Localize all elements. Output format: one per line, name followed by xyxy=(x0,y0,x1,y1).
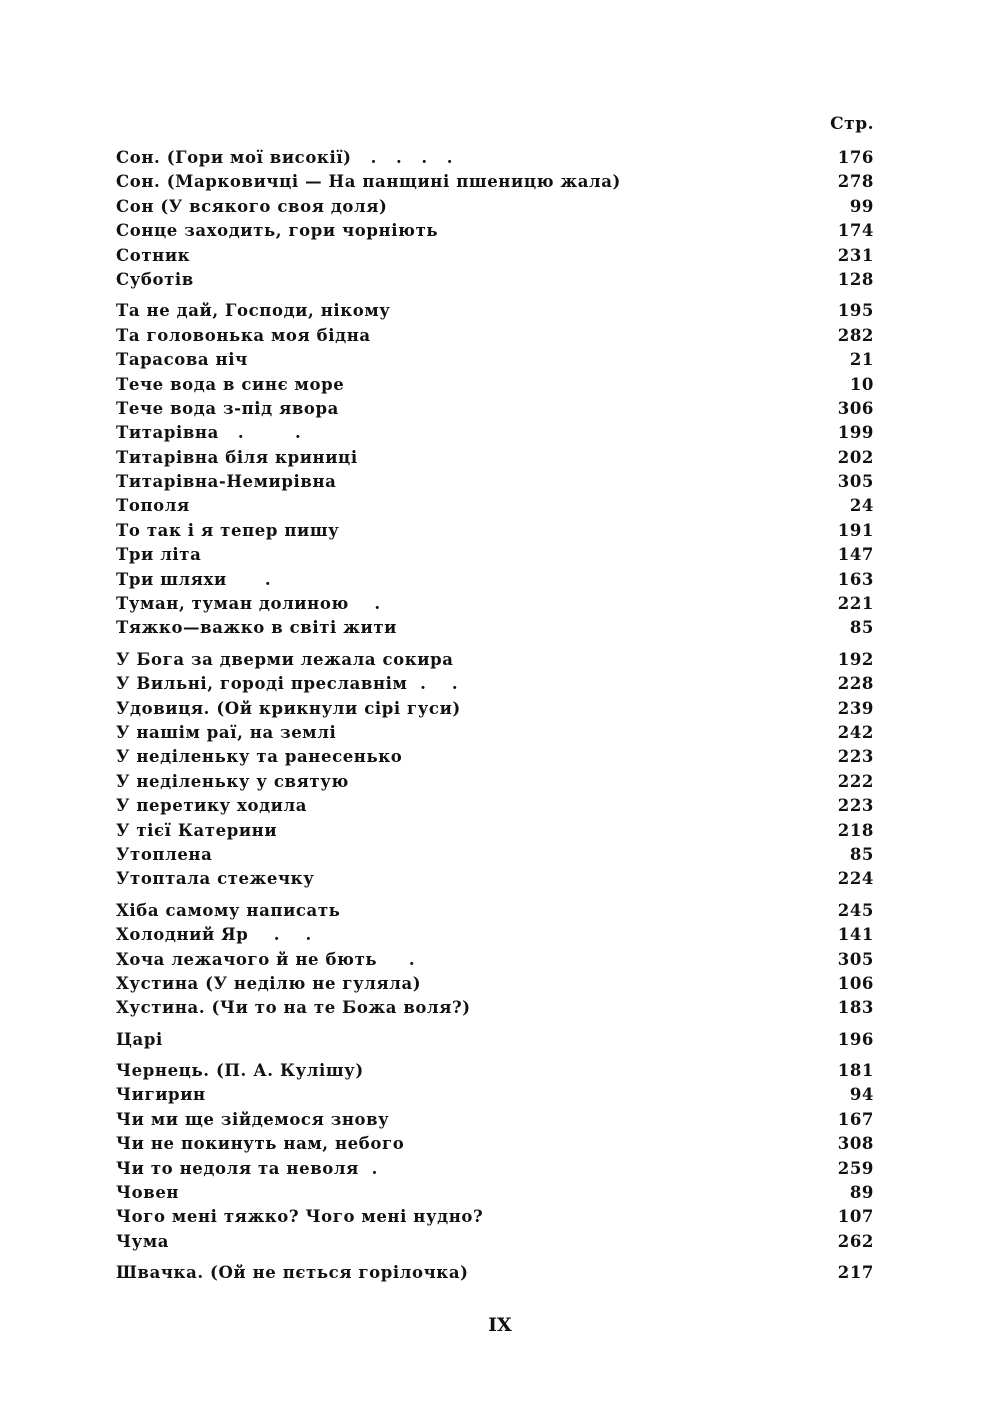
toc-entry-title: Тяжко—важко в світі жити xyxy=(116,618,398,638)
page-number: IX xyxy=(488,1314,512,1336)
toc-entry xyxy=(116,972,874,996)
toc-entry-page: 223 xyxy=(837,747,874,767)
toc-entry xyxy=(116,219,874,243)
toc-entry-title: Чума xyxy=(116,1231,170,1251)
toc-entry xyxy=(116,519,874,543)
toc-entry-page: 259 xyxy=(837,1158,874,1178)
toc-entry xyxy=(116,299,874,323)
toc-entry xyxy=(116,648,874,672)
toc-entry-title: То так і я тепер пишу xyxy=(116,520,340,540)
toc-entry xyxy=(116,1083,874,1107)
toc-entry-title: Чигирин xyxy=(116,1085,206,1105)
toc-entry xyxy=(116,721,874,745)
toc-entry-page: 163 xyxy=(837,569,874,589)
toc-entry-page: 191 xyxy=(837,520,874,540)
toc-entry-title: Три літа xyxy=(116,545,202,565)
toc-entry xyxy=(116,867,874,891)
toc-entry xyxy=(116,1028,874,1052)
toc-entry xyxy=(116,470,874,494)
toc-entry-title: Хустина. (Чи то на те Божа воля?) xyxy=(116,998,471,1018)
toc-entry-page: 85 xyxy=(849,618,874,638)
toc-entry-page: 242 xyxy=(837,722,874,742)
toc-entry-title: Утоптала стежечку xyxy=(116,869,315,889)
toc-entry xyxy=(116,1205,874,1229)
toc-entry-title: Швачка. (Ой не пється горілочка) xyxy=(116,1263,469,1283)
toc-entry-title: Холодний Яр . . xyxy=(116,925,312,945)
toc-entry xyxy=(116,170,874,194)
toc-entry xyxy=(116,1059,874,1083)
toc-entry xyxy=(116,568,874,592)
toc-entry-title: У тієї Катерини xyxy=(116,820,278,840)
toc-group xyxy=(116,1261,874,1285)
toc-entry-page: 202 xyxy=(837,447,874,467)
toc-group xyxy=(116,1028,874,1052)
toc-entry-page: 306 xyxy=(837,398,874,418)
toc-entry-page: 89 xyxy=(849,1183,874,1203)
toc-entry-title: Титарівна . . xyxy=(116,423,302,443)
toc-entry xyxy=(116,770,874,794)
toc-entry-title: Сон (У всякого своя доля) xyxy=(116,196,388,216)
toc-entry-page: 245 xyxy=(837,900,874,920)
toc-entry xyxy=(116,1108,874,1132)
toc-entry-page: 218 xyxy=(837,820,874,840)
toc-entry-title: Чи не покинуть нам, небого xyxy=(116,1134,405,1154)
toc-entry-page: 192 xyxy=(837,649,874,669)
toc-entry-title: Титарівна-Немирівна xyxy=(116,472,337,492)
toc-entry-page: 181 xyxy=(837,1061,874,1081)
toc-entry-page: 10 xyxy=(849,374,874,394)
toc-entry-title: У Вильні, городі преславнім . . xyxy=(116,674,459,694)
toc-entry-title: Хіба самому написать xyxy=(116,900,341,920)
toc-entry xyxy=(116,843,874,867)
toc-entry-page: 262 xyxy=(837,1231,874,1251)
toc-entry xyxy=(116,996,874,1020)
toc-entry-page: 223 xyxy=(837,796,874,816)
toc-entry xyxy=(116,348,874,372)
toc-entry xyxy=(116,397,874,421)
toc-entry-page: 239 xyxy=(837,698,874,718)
table-of-contents xyxy=(116,146,874,1293)
toc-entry xyxy=(116,794,874,818)
toc-entry-title: Сотник xyxy=(116,245,191,265)
toc-entry-page: 107 xyxy=(837,1207,874,1227)
toc-entry xyxy=(116,923,874,947)
toc-entry xyxy=(116,616,874,640)
toc-entry-title: У перетику ходила xyxy=(116,796,308,816)
toc-entry-page: 195 xyxy=(837,301,874,321)
toc-entry-page: 282 xyxy=(837,325,874,345)
toc-entry-page: 217 xyxy=(837,1263,874,1283)
toc-entry xyxy=(116,1157,874,1181)
toc-entry xyxy=(116,446,874,470)
toc-entry xyxy=(116,543,874,567)
toc-entry-page: 141 xyxy=(837,925,874,945)
toc-entry-page: 167 xyxy=(837,1109,874,1129)
toc-entry xyxy=(116,244,874,268)
toc-entry-title: У неділеньку у святую xyxy=(116,771,349,791)
toc-entry xyxy=(116,1181,874,1205)
toc-entry-title: Та не дай, Господи, нікому xyxy=(116,301,391,321)
toc-entry-title: Чернець. (П. А. Кулішу) xyxy=(116,1061,364,1081)
toc-group xyxy=(116,1059,874,1254)
toc-entry-page: 278 xyxy=(837,172,874,192)
toc-entry-title: Човен xyxy=(116,1183,180,1203)
toc-entry-page: 99 xyxy=(849,196,874,216)
page-column-header: Стр. xyxy=(830,114,874,134)
toc-entry-title: Тече вода з-під явора xyxy=(116,398,339,418)
toc-entry xyxy=(116,899,874,923)
toc-entry-title: Суботів xyxy=(116,269,194,289)
toc-entry-title: У неділеньку та ранесенько xyxy=(116,747,403,767)
toc-entry-title: Туман, туман долиною . xyxy=(116,594,381,614)
toc-entry xyxy=(116,494,874,518)
toc-entry xyxy=(116,697,874,721)
toc-entry xyxy=(116,1230,874,1254)
toc-entry-title: Та головонька моя бідна xyxy=(116,325,371,345)
toc-group xyxy=(116,899,874,1021)
toc-entry xyxy=(116,421,874,445)
toc-entry-page: 128 xyxy=(837,269,874,289)
toc-entry-title: Сон. (Марковичці — На панщині пшеницю жала) xyxy=(116,172,621,192)
toc-entry-title: Царі xyxy=(116,1029,163,1049)
toc-entry-page: 196 xyxy=(837,1029,874,1049)
toc-entry-page: 94 xyxy=(849,1085,874,1105)
toc-entry-title: Удовиця. (Ой крикнули сірі гуси) xyxy=(116,698,461,718)
toc-entry-page: 174 xyxy=(837,221,874,241)
toc-group xyxy=(116,299,874,640)
toc-entry xyxy=(116,1261,874,1285)
toc-entry-page: 176 xyxy=(837,148,874,167)
toc-entry-page: 231 xyxy=(837,245,874,265)
toc-entry-title: Чи то недоля та неволя . xyxy=(116,1158,378,1178)
toc-entry-page: 147 xyxy=(837,545,874,565)
toc-entry-title: Чи ми ще зійдемося знову xyxy=(116,1109,390,1129)
toc-entry-page: 85 xyxy=(849,844,874,864)
toc-entry xyxy=(116,324,874,348)
toc-entry xyxy=(116,373,874,397)
toc-entry-page: 221 xyxy=(837,594,874,614)
toc-entry-page: 305 xyxy=(837,472,874,492)
toc-entry-title: Титарівна біля криниці xyxy=(116,447,358,467)
toc-entry xyxy=(116,1132,874,1156)
toc-entry-page: 308 xyxy=(837,1134,874,1154)
toc-entry xyxy=(116,146,874,170)
toc-entry-title: Сонце заходить, гори чорніють xyxy=(116,221,439,241)
toc-entry xyxy=(116,948,874,972)
toc-entry-title: Хоча лежачого й не бють . xyxy=(116,949,416,969)
toc-entry-page: 228 xyxy=(837,674,874,694)
toc-entry-page: 21 xyxy=(849,350,874,370)
toc-entry-page: 24 xyxy=(849,496,874,516)
toc-entry-title: У нашім раї, на землі xyxy=(116,722,337,742)
toc-entry-title: Сон. (Гори мої високії) . . . . xyxy=(116,148,454,167)
toc-entry-title: Утоплена xyxy=(116,844,213,864)
toc-entry-page: 106 xyxy=(837,973,874,993)
toc-entry-page: 199 xyxy=(837,423,874,443)
toc-entry-title: Чого мені тяжко? Чого мені нудно? xyxy=(116,1207,484,1227)
toc-entry-title: У Бога за дверми лежала сокира xyxy=(116,649,454,669)
toc-entry-title: Тополя xyxy=(116,496,190,516)
toc-entry-page: 222 xyxy=(837,771,874,791)
toc-entry-page: 305 xyxy=(837,949,874,969)
toc-entry xyxy=(116,268,874,292)
toc-group xyxy=(116,146,874,292)
toc-entry xyxy=(116,672,874,696)
toc-entry-title: Хустина (У неділю не гуляла) xyxy=(116,973,422,993)
toc-entry-page: 183 xyxy=(837,998,874,1018)
toc-entry xyxy=(116,819,874,843)
toc-entry-page: 224 xyxy=(837,869,874,889)
toc-entry-title: Три шляхи . xyxy=(116,569,272,589)
toc-entry xyxy=(116,745,874,769)
toc-entry-title: Тарасова ніч xyxy=(116,350,248,370)
toc-group xyxy=(116,648,874,892)
toc-entry-title: Тече вода в синє море xyxy=(116,374,345,394)
toc-entry xyxy=(116,195,874,219)
toc-entry xyxy=(116,592,874,616)
